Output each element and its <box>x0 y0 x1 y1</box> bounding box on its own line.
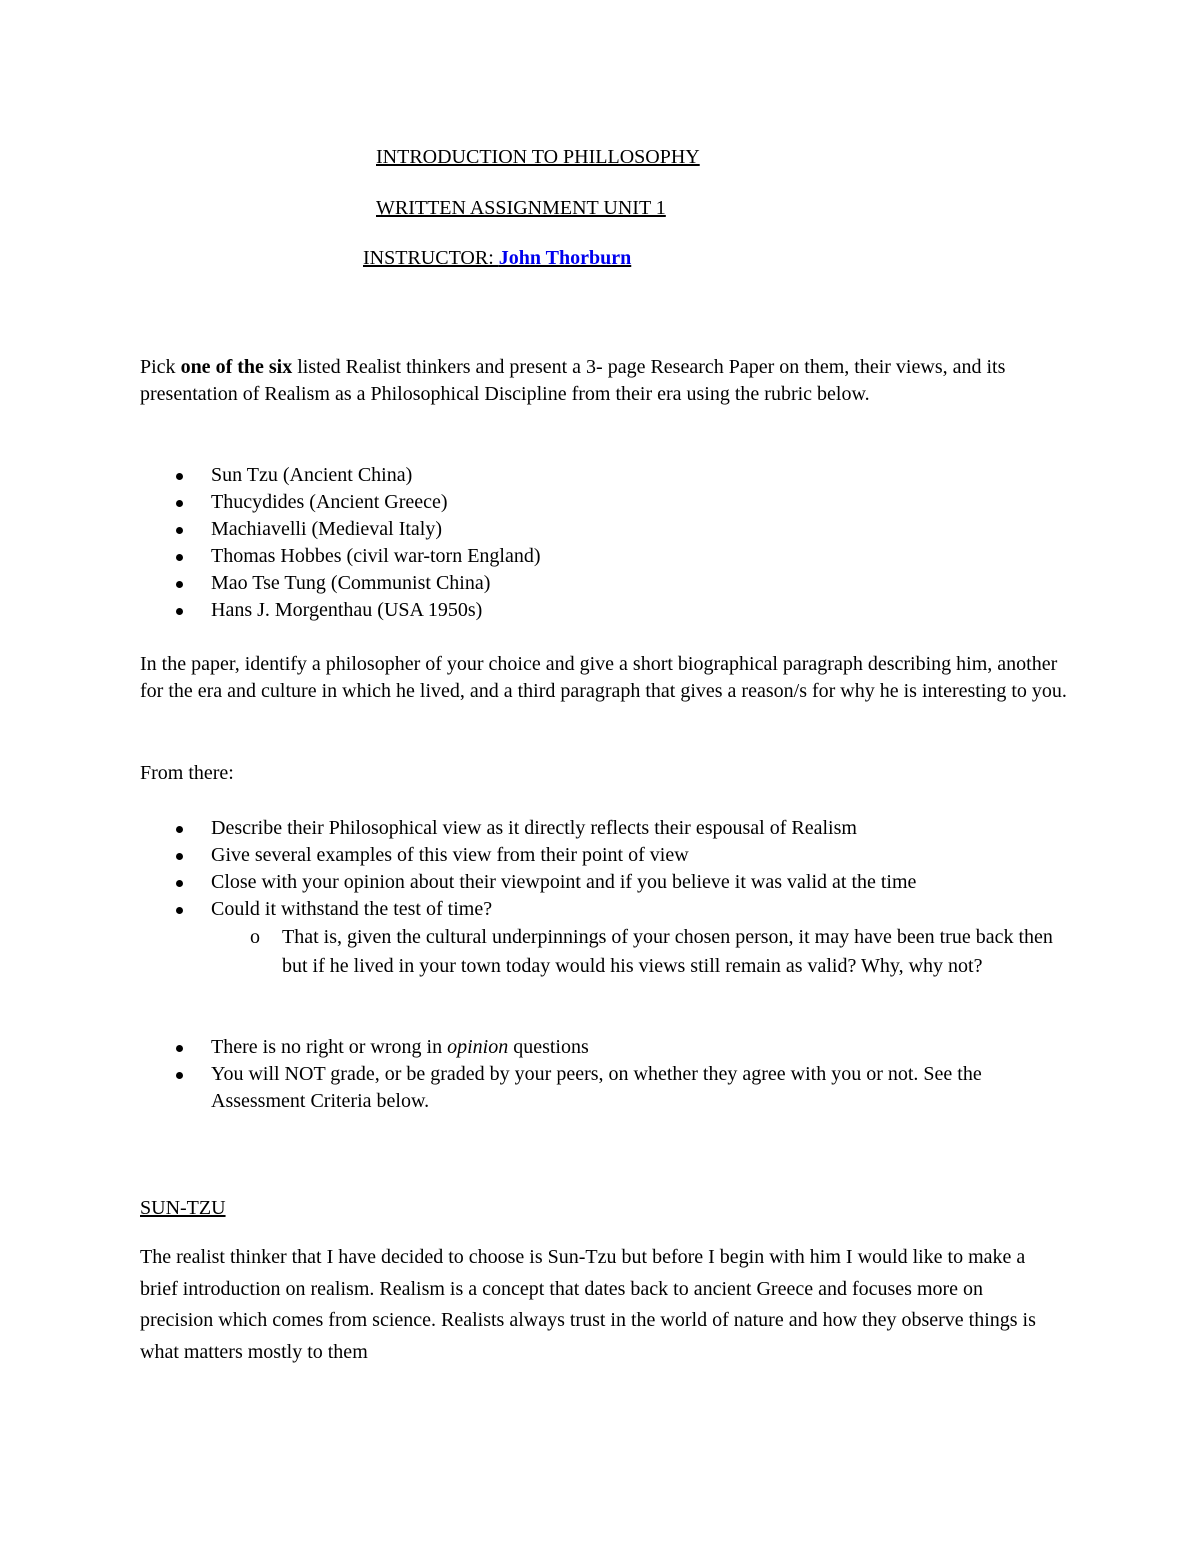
task-examples: Give several examples of this view from their point of view <box>211 844 689 866</box>
sub-list-item <box>140 923 1062 981</box>
bullet-icon <box>176 527 183 534</box>
bullet-icon <box>176 500 183 507</box>
intro-bold: one of the six <box>180 356 293 378</box>
task-close: Close with your opinion about their viewpoint and if you believe it was valid at the time <box>211 871 917 893</box>
list-item <box>140 1061 1071 1115</box>
thinker-hobbes: Thomas Hobbes (civil war-torn England) <box>211 545 541 567</box>
bullet-icon <box>176 880 183 887</box>
section-title: SUN-TZU <box>140 1197 226 1219</box>
sub-task-text: That is, given the cultural underpinnings of your chosen person, it may have been true back then but if he lived in your town today would his views still remain as valid? Why, why not? <box>282 926 1053 977</box>
instructor-name-link[interactable]: John Thorburn <box>498 247 632 269</box>
essay-paragraph: The realist thinker that I have decided to choose is Sun-Tzu but before I begin with him I would like to make a brief introduction on realism. Realism is a concept that dates back to ancient Greece and focuses more on precision which comes from science. Realists always trust in the world of nature and how they observe things is what matters mostly to them <box>140 1246 1036 1363</box>
thinker-machiavelli: Machiavelli (Medieval Italy) <box>211 518 443 540</box>
thinker-mao: Mao Tse Tung (Communist China) <box>211 572 491 594</box>
bullet-icon <box>176 1072 183 1079</box>
task-test-of-time: Could it withstand the test of time? <box>211 898 493 920</box>
list-item <box>140 869 916 896</box>
list-item <box>140 842 916 869</box>
task-describe: Describe their Philosophical view as it directly reflects their espousal of Realism <box>211 817 857 839</box>
list-item <box>140 462 541 489</box>
list-item <box>140 570 541 597</box>
instructor-label: INSTRUCTOR: <box>363 247 499 269</box>
sub-task <box>140 923 1070 981</box>
bullet-icon <box>176 1045 183 1052</box>
list-item <box>140 1034 1071 1061</box>
paper-instructions <box>140 651 1070 705</box>
intro-prefix: Pick <box>140 356 181 378</box>
list-item <box>140 815 916 842</box>
bullet-icon <box>176 581 183 588</box>
bullet-icon <box>176 907 183 914</box>
thinker-sun-tzu: Sun Tzu (Ancient China) <box>211 464 413 486</box>
tasks-list <box>140 815 916 923</box>
course-title: INTRODUCTION TO PHILLOSOPHY <box>376 146 700 168</box>
note-grading: You will NOT grade, or be graded by your peers, on whether they agree with you or not. See the Assessment Criteria below. <box>211 1063 982 1112</box>
thinker-thucydides: Thucydides (Ancient Greece) <box>211 491 448 513</box>
list-item <box>140 543 541 570</box>
instructor-line <box>363 246 631 270</box>
note-opinion-prefix: There is no right or wrong in <box>211 1036 448 1058</box>
from-there-text: From there: <box>140 762 234 784</box>
list-item <box>140 516 541 543</box>
intro-rest: listed Realist thinkers and present a 3- page Research Paper on them, their views, and its presentation of Realism as a Philosophical Discipline from their era using the rubric below. <box>140 356 1006 405</box>
bullet-icon <box>176 608 183 615</box>
bullet-icon <box>176 826 183 833</box>
circle-bullet-icon: o <box>250 926 260 948</box>
note-opinion-italic: opinion <box>447 1036 509 1058</box>
bullet-icon <box>176 473 183 480</box>
list-item <box>140 489 541 516</box>
list-item <box>140 896 916 923</box>
note-opinion-suffix: questions <box>508 1036 589 1058</box>
list-item <box>140 597 541 624</box>
assignment-title: WRITTEN ASSIGNMENT UNIT 1 <box>376 197 666 219</box>
from-there <box>140 760 1070 787</box>
paper-instructions-text: In the paper, identify a philosopher of your choice and give a short biographical paragraph describing him, another for the era and culture in which he lived, and a third paragraph that gives a reason/s for why he is interesting to you. <box>140 653 1067 702</box>
thinker-morgenthau: Hans J. Morgenthau (USA 1950s) <box>211 599 483 621</box>
notes-list <box>140 1034 1071 1115</box>
bullet-icon <box>176 853 183 860</box>
thinkers-list <box>140 462 541 624</box>
bullet-icon <box>176 554 183 561</box>
intro-paragraph <box>140 354 1070 408</box>
